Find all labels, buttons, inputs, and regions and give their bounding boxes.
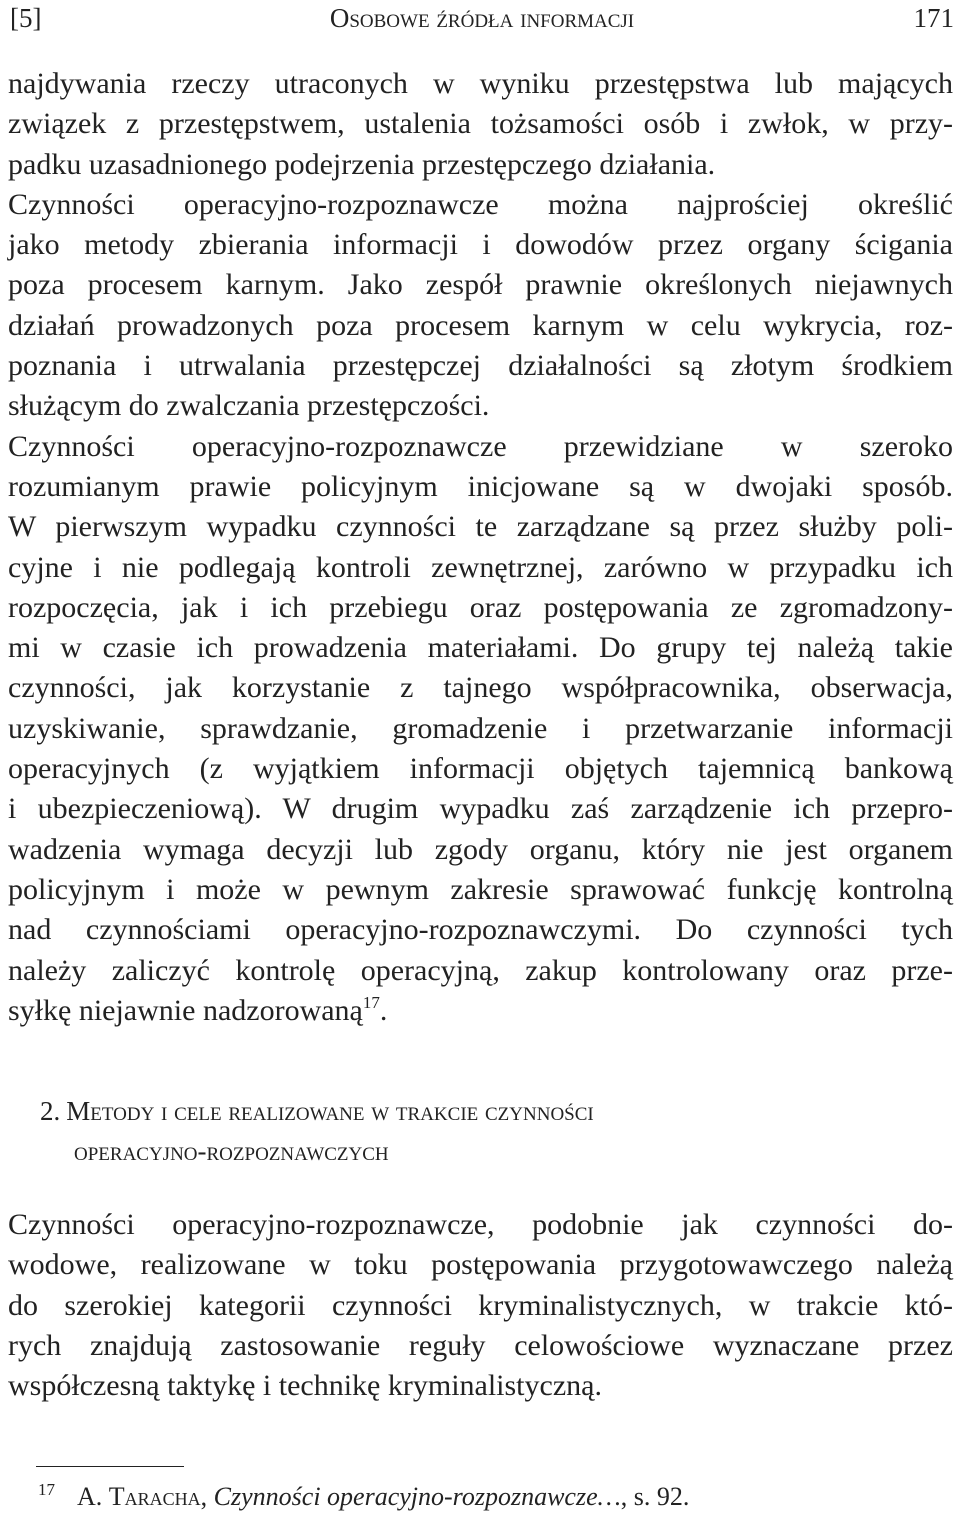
text-line [8,386,953,426]
running-header [10,0,954,36]
text-line-content: wodowe, realizowane w toku postępowania przygotowawczego należą [8,1248,953,1282]
text-line-content: działań prowadzonych poza procesem karnym w celu wykrycia, roz- [8,308,953,342]
footnote-author-initial: A. [77,1482,103,1511]
text-line [8,467,953,507]
text-line-content: najdywania rzeczy utraconych w wyniku przestępstwa lub mających [8,67,953,100]
footnote-author-name: Taracha, [108,1482,208,1511]
text-line-content: służącym do zwalczania przestępczości. [8,389,490,423]
text-line-content: rych znajdują zastosowanie reguły celowościowe wyznaczane przez [8,1328,953,1362]
sentence-period: . [379,993,388,1027]
text-line-content: poza procesem karnym. Jako zespół prawnie określonych niejawnych [8,268,953,302]
text-line [8,830,953,870]
footnote-page-ref: , s. 92. [620,1482,690,1511]
body-paragraph [8,64,953,1031]
text-line-content: związek z przestępstwem, ustalenia tożsamości osób i zwłok, w przy- [8,107,953,141]
text-line [8,548,953,588]
footnote-work-title: Czynności operacyjno-rozpoznawcze… [213,1482,621,1511]
text-line-content: padku uzasadnionego podejrzenia przestępczego działania. [8,147,716,181]
header-section-number: [5] [10,3,42,33]
text-line-content: poznania i utrwalania przestępczej działalności są złotym środkiem [8,349,953,383]
text-line-content: współczesną taktykę i technikę kryminalistyczną. [8,1369,602,1403]
text-line [8,749,953,789]
text-line-content: czynności, jak korzystanie z tajnego współpracownika, obserwacja, [8,671,953,705]
text-line [8,1326,953,1366]
header-page-number: 171 [913,3,954,33]
text-line-content: jako metody zbierania informacji i dowodów przez organy ścigania [8,228,953,262]
text-line-content: rozumianym prawie policyjnym inicjowane są w dwojaki sposób. [8,469,953,503]
text-line [8,306,953,346]
text-line [8,870,953,910]
text-line [8,991,953,1031]
header-title: Osobowe źródła informacji [329,3,635,33]
text-line-content: rozpoczęcia, jak i ich przebiegu oraz postępowania ze zgromadzony- [8,590,953,624]
text-line [8,185,953,225]
text-line-content: syłkę niejawnie nadzorowaną [8,993,363,1027]
text-line [8,346,953,386]
section-number: 2. [40,1096,61,1126]
text-line-content: należy zaliczyć kontrolę operacyjną, zakup kontrolowany oraz prze- [8,953,953,987]
text-line [8,1245,953,1285]
section-title: Metody i cele realizowane w trakcie czynności [66,1096,594,1126]
text-line [8,507,953,547]
text-line-content: do szerokiej kategorii czynności kryminalistycznych, w trakcie któ- [8,1288,953,1322]
text-line [8,1286,953,1326]
text-line [8,709,953,749]
footnote [38,1473,689,1514]
text-line [8,1366,953,1406]
text-line-content: Czynności operacyjno-rozpoznawcze przewidziane w szeroko [8,429,953,463]
text-line [8,789,953,829]
text-line-content: i ubezpieczeniową). W drugim wypadku zaś zarządzenie ich przepro- [8,792,953,826]
text-line-content: uzyskiwanie, sprawdzanie, gromadzenie i przetwarzanie informacji [8,711,953,745]
section-heading [40,1092,940,1170]
text-line [8,910,953,950]
text-line [8,104,953,144]
text-line [8,628,953,668]
body-paragraph-2 [8,1205,953,1406]
text-line [8,951,953,991]
footnote-mark: 17 [38,1480,55,1499]
text-line-content: wadzenia wymaga decyzji lub zgody organu, który nie jest organem [8,832,953,866]
text-line [8,427,953,467]
text-line [8,265,953,305]
text-line [8,225,953,265]
text-line [8,145,953,185]
text-line-content: operacyjnych (z wyjątkiem informacji objętych tajemnicą bankową [8,752,953,786]
text-line-content: policyjnym i może w pewnym zakresie sprawować funkcję kontrolną [8,872,953,906]
footnote-reference: 17 [362,992,380,1012]
text-line [8,1205,953,1245]
footnote-separator [36,1466,184,1467]
section-heading-line-1 [40,1092,940,1130]
text-line-content: Czynności operacyjno-rozpoznawcze, podobnie jak czynności do- [8,1208,953,1241]
text-line [8,64,953,104]
text-line-content: cyjne i nie podlegają kontroli zewnętrznej, zarówno w przypadku ich [8,550,953,584]
text-line [8,668,953,708]
text-line-content: Czynności operacyjno-rozpoznawcze można najprościej określić [8,187,953,221]
text-line-content: W pierwszym wypadku czynności te zarządzane są przez służby poli- [8,510,953,544]
text-line [8,588,953,628]
section-heading-line-2: operacyjno-rozpoznawczych [74,1136,389,1166]
text-line-content: nad czynnościami operacyjno-rozpoznawczymi. Do czynności tych [8,913,953,947]
text-line-content: mi w czasie ich prowadzenia materiałami. Do grupy tej należą takie [8,631,953,665]
